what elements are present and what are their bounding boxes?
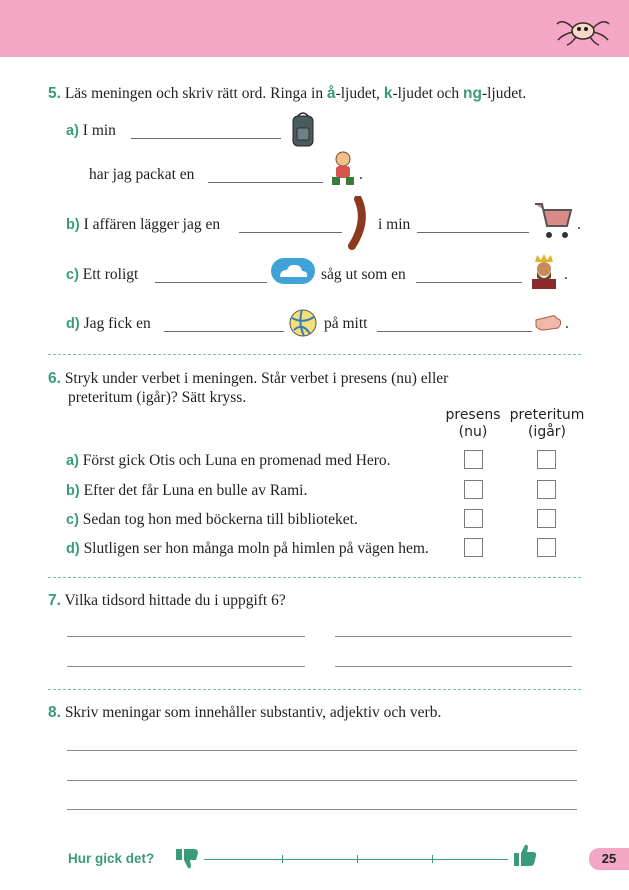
task5a-line1 <box>66 122 116 140</box>
task6-text1: Stryk under verbet i meningen. Står verbet i presens (nu) eller <box>64 370 449 387</box>
task5c-blank1[interactable] <box>155 282 267 283</box>
task5c-end: . <box>564 266 568 283</box>
page-number: 25 <box>589 848 629 870</box>
hand-pointing-icon <box>534 308 564 336</box>
task5d-blank1[interactable] <box>164 331 284 332</box>
task5c-text2: såg ut som en <box>321 266 406 283</box>
task5a-blank1[interactable] <box>131 138 281 139</box>
col-preteritum-header <box>507 407 587 441</box>
thumbs-up-icon[interactable] <box>512 842 538 868</box>
scale-tick <box>432 855 433 863</box>
task5a-text1: I min <box>82 122 116 139</box>
checkbox-preteritum-b[interactable] <box>537 480 556 499</box>
task6-row-label: c) <box>66 512 79 528</box>
task8-number: 8. <box>48 704 61 721</box>
answer-line[interactable] <box>67 666 305 667</box>
task5c-line <box>66 266 138 284</box>
task5b-end: . <box>577 216 581 233</box>
task5c-blank2[interactable] <box>416 282 522 283</box>
checkbox-preteritum-d[interactable] <box>537 538 556 557</box>
task6-row-text: Först gick Otis och Luna en promenad med Hero. <box>82 452 391 469</box>
task5a-blank2[interactable] <box>208 182 323 183</box>
checkbox-presens-b[interactable] <box>464 480 483 499</box>
task6-row-text: Sedan tog hon med böckerna till biblioteket. <box>82 511 358 528</box>
answer-line[interactable] <box>335 636 572 637</box>
scale-tick <box>282 855 283 863</box>
task5d-text1: Jag fick en <box>83 315 151 332</box>
col-presens-line1: presens <box>445 407 501 423</box>
task6-row <box>66 482 307 500</box>
footer-label: Hur gick det? <box>68 851 155 866</box>
task5d-label: d) <box>66 316 80 332</box>
task5-text-d: -ljudet. <box>481 85 527 102</box>
task7-text: Vilka tidsord hittade du i uppgift 6? <box>64 592 286 609</box>
task5b-blank1[interactable] <box>239 232 342 233</box>
checkbox-presens-a[interactable] <box>464 450 483 469</box>
sound-ng: ng <box>463 85 482 102</box>
king-icon <box>526 252 562 290</box>
checkbox-presens-d[interactable] <box>464 538 483 557</box>
task5a-label: a) <box>66 123 79 139</box>
task5a-line2: har jag packat en <box>89 166 195 183</box>
task5b-text1: I affären lägger jag en <box>83 216 221 233</box>
checkbox-preteritum-a[interactable] <box>537 450 556 469</box>
task5d-blank2[interactable] <box>377 331 532 332</box>
task6-row-label: a) <box>66 453 79 469</box>
thumbs-down-icon[interactable] <box>174 846 200 870</box>
scale-tick <box>357 855 358 863</box>
answer-line[interactable] <box>67 636 305 637</box>
task5b-blank2[interactable] <box>417 232 529 233</box>
shopping-cart-icon <box>533 198 575 242</box>
task6-instruction-line2: preteritum (igår)? Sätt kryss. <box>68 389 247 406</box>
ball-icon <box>288 308 318 338</box>
task5c-text1: Ett roligt <box>82 266 139 283</box>
divider <box>48 577 581 578</box>
col-preteritum-line2: (igår) <box>527 424 567 440</box>
col-preteritum-line1: preteritum <box>509 407 585 423</box>
task5-number: 5. <box>48 85 61 102</box>
sausage-icon <box>344 196 370 250</box>
sound-a: å <box>326 85 336 102</box>
task6-row-label: d) <box>66 541 80 557</box>
task5a-end: . <box>359 166 363 183</box>
task8-instruction <box>48 704 441 722</box>
task7-instruction <box>48 592 286 610</box>
task5c-label: c) <box>66 267 79 283</box>
task5d-line <box>66 315 151 333</box>
spider-icon <box>555 14 611 46</box>
task6-row-text: Efter det får Luna en bulle av Rami. <box>83 482 308 499</box>
task6-row-label: b) <box>66 483 80 499</box>
divider <box>48 689 581 690</box>
col-presens-line2: (nu) <box>458 424 488 440</box>
col-presens-header <box>443 407 503 441</box>
task6-row <box>66 540 429 558</box>
task5-text-b: -ljudet, <box>335 85 384 102</box>
checkbox-presens-c[interactable] <box>464 509 483 528</box>
task6-row-text: Slutligen ser hon många moln på himlen på vägen hem. <box>83 540 429 557</box>
task6-instruction-line1 <box>48 370 448 388</box>
toy-doll-icon <box>326 150 360 188</box>
task5d-text2: på mitt <box>324 315 368 332</box>
task5-instruction <box>48 85 526 103</box>
cloud-icon <box>270 257 316 285</box>
backpack-icon <box>289 110 317 150</box>
answer-line[interactable] <box>67 780 577 781</box>
header-band <box>0 0 629 57</box>
answer-line[interactable] <box>335 666 572 667</box>
rating-scale[interactable] <box>204 859 508 860</box>
answer-line[interactable] <box>67 809 577 810</box>
task5b-line <box>66 216 220 234</box>
task6-number: 6. <box>48 370 61 387</box>
answer-line[interactable] <box>67 750 577 751</box>
task5-text-c: -ljudet och <box>392 85 464 102</box>
sound-k: k <box>383 85 393 102</box>
task8-text: Skriv meningar som innehåller substantiv, adjektiv och verb. <box>64 704 442 721</box>
checkbox-preteritum-c[interactable] <box>537 509 556 528</box>
task7-number: 7. <box>48 592 61 609</box>
divider <box>48 354 581 355</box>
task6-row <box>66 452 391 470</box>
task6-row <box>66 511 358 529</box>
task5b-label: b) <box>66 217 80 233</box>
task5b-text2: i min <box>378 216 411 233</box>
task5d-end: . <box>565 315 569 332</box>
task5-text-a: Läs meningen och skriv rätt ord. Ringa in <box>64 85 327 102</box>
